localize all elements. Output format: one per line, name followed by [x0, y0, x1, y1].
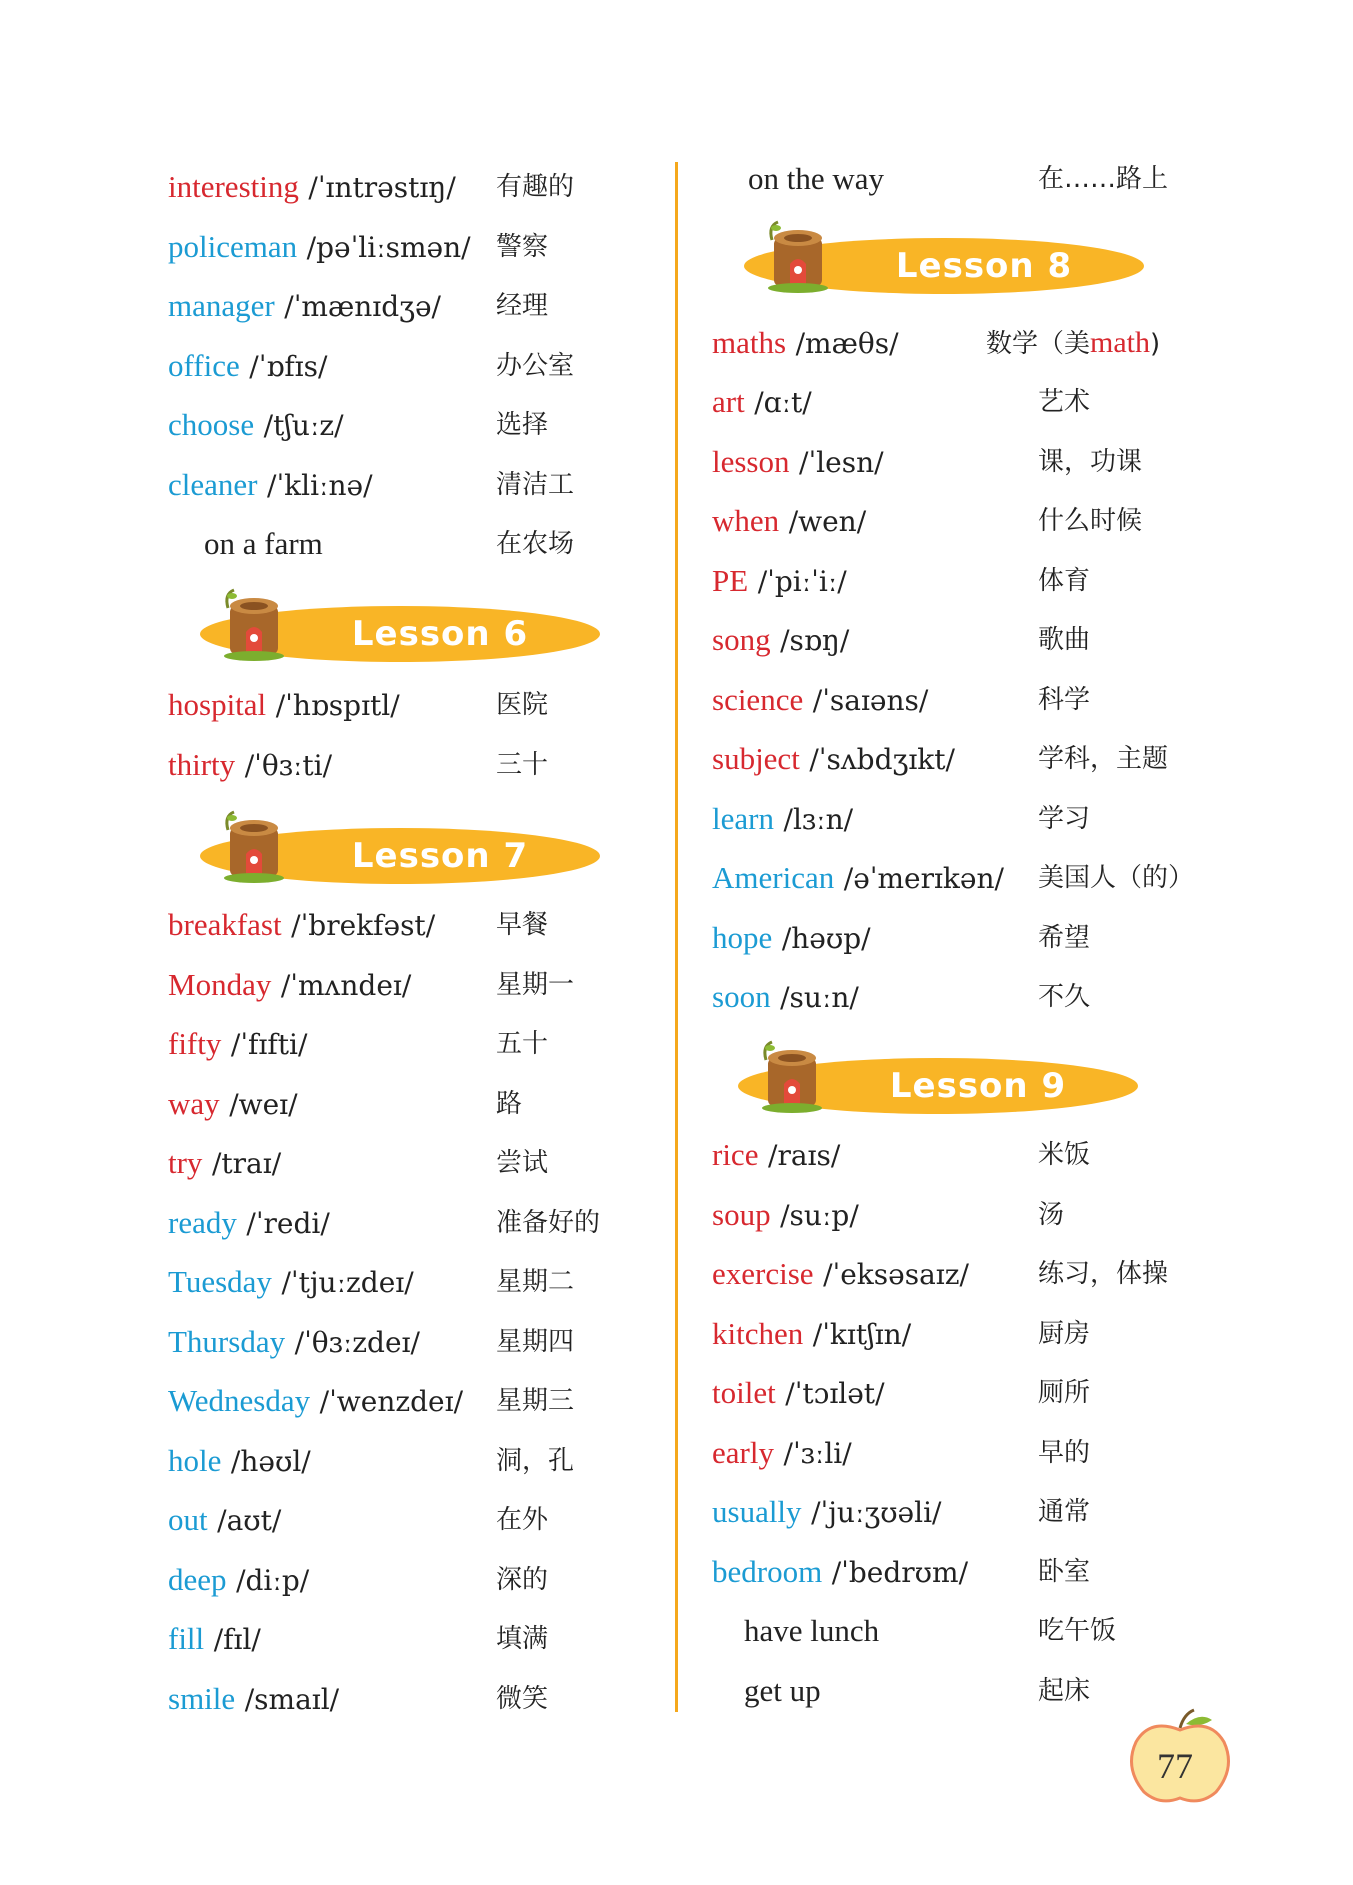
- vocab-phrase: [744, 1606, 879, 1656]
- vocab-entry: [168, 1555, 309, 1605]
- vocab-entry: [712, 1547, 968, 1597]
- vocab-phonetic: /ˈbrekfəst/: [291, 909, 436, 942]
- vocab-meaning: 星期一: [496, 969, 575, 1000]
- vocab-meaning: 不久: [1038, 982, 1091, 1012]
- vocab-phonetic: /ˈθɜːti/: [244, 748, 333, 782]
- vocab-meaning: 警察: [496, 231, 549, 262]
- vocab-phonetic: /ˈhɒspɪtl/: [275, 689, 400, 722]
- vocab-meaning: 艺术: [1038, 387, 1091, 417]
- vocab-word: fifty: [168, 1026, 222, 1061]
- vocab-word: try: [168, 1145, 203, 1180]
- vocab-word: Tuesday: [168, 1264, 272, 1299]
- vocab-word: bedroom: [712, 1553, 823, 1589]
- vocab-meaning: 歌曲: [1038, 625, 1091, 655]
- vocab-phonetic: /wen/: [788, 505, 867, 538]
- vocab-phonetic: /smaɪl/: [244, 1682, 340, 1716]
- vocab-entry: [712, 794, 853, 844]
- vocab-entry: [712, 1428, 852, 1478]
- vocab-word: PE: [712, 562, 749, 598]
- phrase-text: on a farm: [204, 526, 323, 561]
- vocab-word: hope: [712, 919, 773, 955]
- vocab-meaning: 三十: [496, 749, 549, 780]
- vocab-word: song: [712, 622, 771, 657]
- lesson-8-title: Lesson 8: [895, 246, 1073, 286]
- vocab-entry: [168, 1257, 414, 1307]
- vocab-word: fill: [168, 1621, 205, 1656]
- vocab-meaning: 吃午饭: [1038, 1616, 1117, 1646]
- vocab-word: breakfast: [168, 907, 282, 942]
- vocab-word: soon: [712, 979, 771, 1014]
- vocab-phonetic: /aʊt/: [217, 1504, 282, 1537]
- vocab-entry: [712, 853, 1004, 903]
- vocab-meaning: 填满: [496, 1624, 549, 1654]
- vocab-phonetic: /ˈpiːˈiː/: [757, 564, 847, 598]
- vocab-word: learn: [712, 800, 774, 836]
- vocab-entry: [168, 680, 400, 730]
- vocab-word: out: [168, 1502, 208, 1537]
- vocab-phonetic: /ˈeksəsaɪz/: [823, 1258, 969, 1291]
- vocab-meaning: 清洁工: [496, 469, 575, 500]
- vocab-entry: [168, 1317, 420, 1367]
- vocab-entry: [712, 437, 884, 487]
- lesson-6-banner: [200, 600, 600, 662]
- vocab-entry: [712, 1309, 911, 1359]
- vocab-phonetic: /ˈredi/: [246, 1206, 330, 1240]
- lesson-7-banner: [200, 822, 600, 884]
- vocab-meaning: 微笑: [496, 1683, 549, 1714]
- vocab-word: deep: [168, 1561, 227, 1597]
- vocab-word: office: [168, 347, 240, 383]
- vocab-word: Wednesday: [168, 1383, 311, 1418]
- vocab-entry: [712, 913, 871, 963]
- vocab-word: rice: [712, 1137, 759, 1172]
- vocab-entry: [168, 1376, 463, 1426]
- vocab-meaning: 深的: [496, 1564, 549, 1595]
- vocab-phonetic: /diːp/: [236, 1563, 310, 1597]
- vocab-entry: [712, 377, 812, 427]
- vocab-word: thirty: [168, 746, 236, 782]
- vocab-meaning: 学科，主题: [1038, 744, 1169, 774]
- vocab-entry: [712, 1130, 840, 1180]
- vocab-entry: [712, 1249, 969, 1299]
- vocab-meaning: 课，功课: [1038, 446, 1143, 477]
- vocab-phonetic: /həʊp/: [781, 921, 871, 955]
- vocab-entry: [168, 1079, 298, 1129]
- vocab-entry: [168, 1436, 311, 1486]
- vocab-entry: [168, 1019, 307, 1069]
- vocab-word: manager: [168, 288, 275, 323]
- vocab-word: policeman: [168, 228, 298, 264]
- vocab-word: lesson: [712, 443, 790, 479]
- vocab-entry: [712, 1190, 859, 1240]
- vocab-entry: [168, 162, 456, 212]
- vocab-meaning: 早餐: [496, 910, 549, 940]
- phrase-text: have lunch: [744, 1613, 880, 1648]
- vocab-phonetic: /ˈtjuːzdeɪ/: [281, 1266, 414, 1299]
- meaning-suffix: ): [1150, 329, 1161, 359]
- vocab-meaning: 医院: [496, 690, 549, 720]
- lesson-9-title: Lesson 9: [889, 1066, 1067, 1106]
- vocab-phrase: [744, 1666, 821, 1716]
- phrase-text: get up: [744, 1672, 821, 1708]
- vocab-meaning: 美国人（的）: [1038, 863, 1195, 893]
- tree-stump-house-icon: [214, 810, 294, 884]
- vocab-meaning: 厨房: [1038, 1318, 1091, 1349]
- vocab-phonetic: /ˈkɪtʃɪn/: [812, 1317, 912, 1351]
- vocab-entry: [168, 1674, 339, 1724]
- vocab-word: ready: [168, 1204, 237, 1240]
- vocab-phonetic: /həʊl/: [230, 1444, 311, 1478]
- meaning-prefix: 数学（美: [986, 329, 1091, 359]
- vocab-phonetic: /weɪ/: [229, 1087, 298, 1121]
- vocab-phonetic: /fɪl/: [213, 1623, 261, 1656]
- vocab-meaning: 在外: [496, 1505, 549, 1535]
- vocab-entry-maths: [712, 318, 899, 368]
- vocab-meaning: 练习，体操: [1038, 1259, 1169, 1289]
- vocab-word: when: [712, 503, 780, 538]
- vocab-phonetic: /əˈmerɪkən/: [843, 862, 1004, 895]
- vocab-entry: [168, 740, 332, 790]
- tree-stump-house-icon: [214, 588, 294, 662]
- vocab-entry: [168, 1138, 281, 1188]
- vocab-meaning: 星期二: [496, 1267, 575, 1297]
- vocab-meaning: 选择: [496, 410, 549, 440]
- vocab-entry: [712, 496, 866, 546]
- vocab-phonetic: /ˈsʌbdʒɪkt/: [809, 743, 955, 776]
- vocab-meaning: 星期三: [496, 1386, 575, 1416]
- vocab-phonetic: /ˈsaɪəns/: [812, 683, 929, 717]
- vocab-entry: [712, 1368, 885, 1418]
- vocab-meaning: 在农场: [496, 529, 575, 559]
- vocab-meaning: 什么时候: [1038, 506, 1143, 536]
- vocab-entry: [168, 1198, 330, 1248]
- vocab-entry: [168, 1495, 281, 1545]
- vocab-word: choose: [168, 407, 255, 442]
- vocab-word: hospital: [168, 687, 267, 722]
- vocab-meaning: 有趣的: [496, 172, 575, 202]
- vocab-phonetic: /ˈtɔɪlət/: [785, 1377, 885, 1410]
- vocab-phonetic: /ˈmænɪdʒə/: [284, 290, 441, 323]
- vocab-phonetic: /ˈbedrʊm/: [831, 1555, 969, 1589]
- vocab-phonetic: /raɪs/: [768, 1139, 841, 1172]
- vocab-phonetic: /sɒŋ/: [780, 624, 850, 657]
- vocab-meaning: 科学: [1038, 684, 1091, 715]
- vocab-word: way: [168, 1085, 220, 1121]
- vocab-word: early: [712, 1434, 774, 1470]
- vocab-meaning: 经理: [496, 291, 549, 321]
- vocab-phonetic: /lɜːn/: [783, 802, 854, 836]
- vocab-phonetic: /ˈɜːli/: [783, 1436, 852, 1470]
- vocab-phrase: [204, 519, 323, 569]
- vocab-word: art: [712, 384, 745, 419]
- vocab-meaning: 体育: [1038, 565, 1091, 596]
- vocab-phonetic: /ˈθɜːzdeɪ/: [294, 1325, 420, 1359]
- vocab-phonetic: /ˈlesn/: [799, 445, 884, 479]
- vocab-word: cleaner: [168, 466, 258, 502]
- vocab-word: usually: [712, 1494, 802, 1529]
- vocab-meaning: 早的: [1038, 1437, 1091, 1468]
- vocab-entry: [712, 1487, 941, 1537]
- vocab-phonetic: /ˈɒfɪs/: [249, 349, 328, 383]
- vocab-meaning: 五十: [496, 1029, 549, 1059]
- vocab-word: Monday: [168, 966, 272, 1002]
- vocab-phonetic: /ˈfɪfti/: [230, 1028, 308, 1061]
- vocab-phonetic: /ˈɪntrəstɪŋ/: [308, 171, 456, 204]
- vocab-meaning: 办公室: [496, 350, 575, 381]
- vocab-phonetic: /suːn/: [780, 981, 859, 1014]
- vocab-meaning: 准备好的: [496, 1207, 601, 1238]
- vocab-phonetic: /ˈjuːʒʊəli/: [811, 1496, 942, 1529]
- vocab-entry: [168, 281, 441, 331]
- vocab-meaning: 厕所: [1038, 1378, 1091, 1408]
- vocab-phrase: [748, 154, 884, 204]
- lesson-7-title: Lesson 7: [351, 836, 529, 876]
- vocab-meaning: 希望: [1038, 922, 1091, 953]
- vocab-entry: [168, 460, 373, 510]
- vocab-entry: [712, 972, 859, 1022]
- vocab-word: Thursday: [168, 1323, 286, 1359]
- vocab-word: interesting: [168, 169, 299, 204]
- vocab-entry: [712, 556, 847, 606]
- vocab-entry: [168, 341, 327, 391]
- vocab-meaning-maths: [986, 318, 1160, 368]
- vocab-entry: [712, 675, 928, 725]
- vocab-word: soup: [712, 1196, 771, 1232]
- vocab-phonetic: /ˈwenzdeɪ/: [319, 1385, 464, 1418]
- vocab-word: exercise: [712, 1256, 814, 1291]
- vocab-entry: [712, 734, 955, 784]
- vocab-word: American: [712, 860, 835, 895]
- vocab-meaning: 路: [496, 1088, 523, 1119]
- vocab-meaning: 星期四: [496, 1326, 575, 1357]
- vocab-meaning: 尝试: [496, 1148, 549, 1178]
- vocab-entry: [168, 900, 435, 950]
- vocab-phonetic: /traɪ/: [211, 1147, 282, 1180]
- lesson-6-title: Lesson 6: [351, 614, 529, 654]
- vocab-meaning: 洞，孔: [496, 1445, 575, 1476]
- vocab-meaning: 在……路上: [1038, 164, 1169, 194]
- vocab-meaning: 汤: [1038, 1199, 1065, 1230]
- vocab-meaning: 米饭: [1038, 1140, 1091, 1170]
- vocab-phonetic: /pəˈliːsmən/: [306, 230, 471, 264]
- vocab-meaning: 卧室: [1038, 1556, 1091, 1587]
- vocab-word: toilet: [712, 1375, 776, 1410]
- vocab-entry: [168, 222, 471, 272]
- vocab-word: smile: [168, 1680, 236, 1716]
- page-number: 77: [1157, 1746, 1193, 1786]
- tree-stump-house-icon: [752, 1040, 832, 1114]
- vocab-meaning: 起床: [1038, 1675, 1091, 1706]
- vocab-phonetic: /ˈmʌndeɪ/: [280, 968, 412, 1002]
- vocab-entry: [712, 615, 849, 665]
- vocab-word: science: [712, 681, 804, 717]
- lesson-9-banner: [738, 1052, 1138, 1114]
- vocab-phonetic: /ɑːt/: [754, 386, 812, 419]
- phrase-text: on the way: [748, 161, 885, 196]
- vocab-phonetic: /ˈkliːnə/: [267, 468, 373, 502]
- meaning-word: math: [1090, 326, 1151, 359]
- vocab-entry: [168, 400, 344, 450]
- vocab-word: subject: [712, 741, 800, 776]
- vocab-entry: [168, 1614, 261, 1664]
- vocab-word: kitchen: [712, 1315, 804, 1351]
- vocab-entry: [168, 960, 411, 1010]
- tree-stump-house-icon: [758, 220, 838, 294]
- lesson-8-banner: [744, 232, 1144, 294]
- vocab-word: maths: [712, 325, 787, 360]
- vocab-phonetic: /tʃuːz/: [263, 409, 344, 442]
- vocab-meaning: 学习: [1038, 803, 1091, 834]
- vocab-phonetic: /suːp/: [780, 1198, 859, 1232]
- vocab-phonetic: /mæθs/: [795, 327, 899, 360]
- column-divider: [675, 162, 678, 1712]
- vocab-meaning: 通常: [1038, 1497, 1091, 1527]
- vocab-word: hole: [168, 1442, 222, 1478]
